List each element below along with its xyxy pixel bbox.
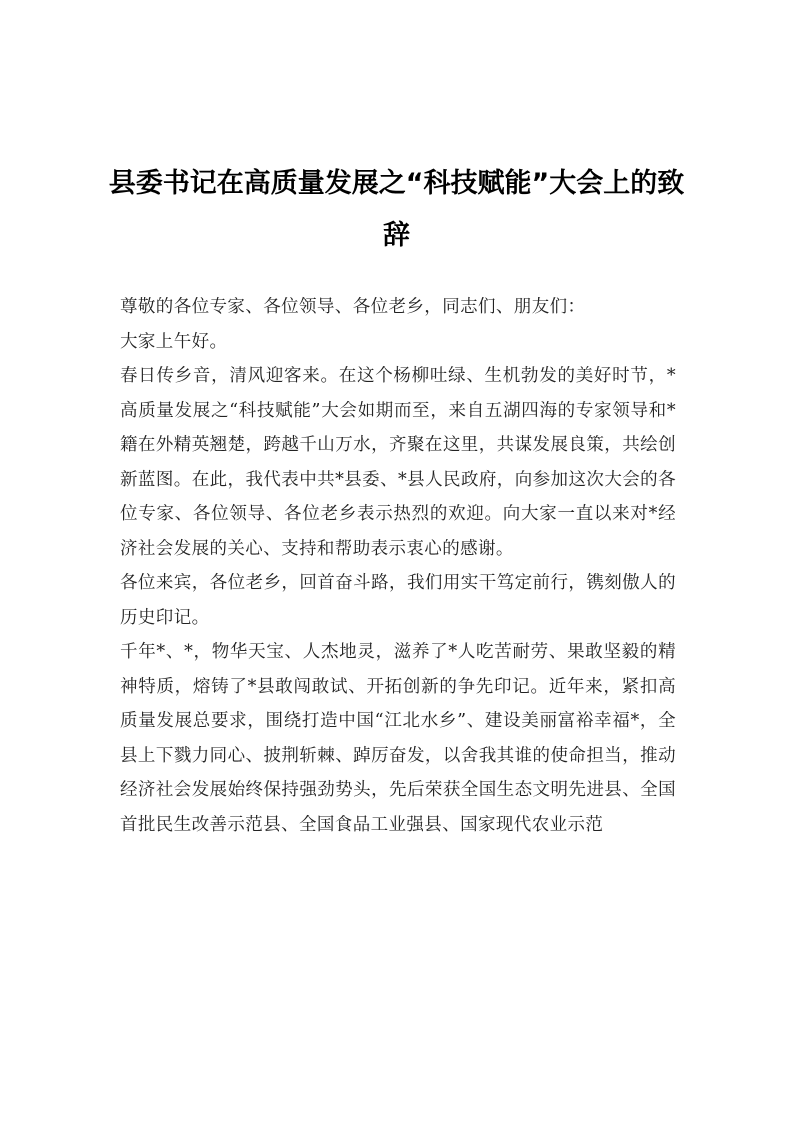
body-paragraph: 千年*、*，物华天宝、人杰地灵，滋养了*人吃苦耐劳、果敢坚毅的精神特质，熔铸了*县敢闯敢试、开拓创新的争先印记。近年来，紧扣高质量发展总要求，围绕打造中国“江北水乡”、建设美丽富裕幸福*，全县上下戮力同心、披荆斩棘、踔厉奋发，以舍我其谁的使命担当，推动经济社会发展始终保持强劲势头，先后荣获全国生态文明先进县、全国首批民生改善示范县、全国食品工业强县、国家现代农业示范	[120, 642, 676, 835]
document-body	[120, 290, 676, 842]
salutation-paragraph: 尊敬的各位专家、各位领导、各位老乡，同志们、朋友们：	[120, 297, 586, 317]
greeting-paragraph: 大家上午好。	[120, 331, 228, 352]
document-title: 县委书记在高质量发展之“科技赋能”大会上的致辞	[108, 168, 685, 251]
body-paragraph: 春日传乡音，清风迎客来。在这个杨柳吐绿、生机勃发的美好时节，*高质量发展之“科技赋能”大会如期而至，来自五湖四海的专家领导和*籍在外精英翘楚，跨越千山万水，齐聚在这里，共谋发展良策，共绘创新蓝图。在此，我代表中共*县委、*县人民政府，向参加这次大会的各位专家、各位领导、各位老乡表示热烈的欢迎。向大家一直以来对*经济社会发展的关心、支持和帮助表示衷心的感谢。	[120, 366, 676, 559]
body-paragraph: 各位来宾，各位老乡，回首奋斗路，我们用实干笃定前行，镌刻傲人的历史印记。	[120, 573, 676, 628]
